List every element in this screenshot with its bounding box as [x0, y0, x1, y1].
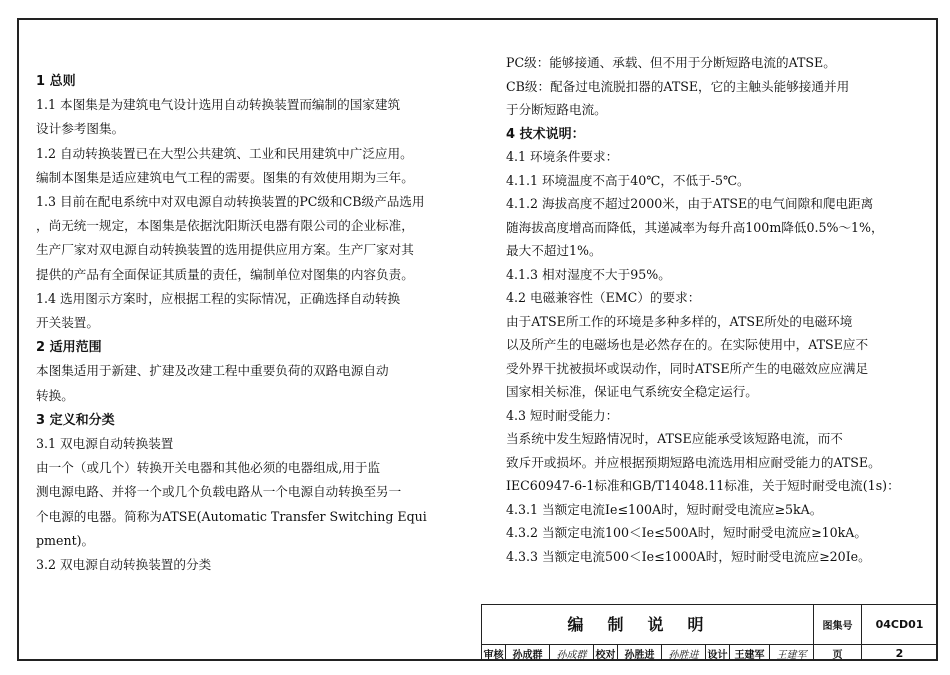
text-line: IEC60947-6-1标准和GB/T14048.11标准，关于短时耐受电流(1s)：	[506, 478, 900, 493]
review-signature: 孙成群	[550, 645, 594, 661]
text-line: ，尚无统一规定，本图集是依据沈阳斯沃电器有限公司的企业标准，	[36, 218, 414, 234]
design-signature: 王建军	[770, 645, 814, 661]
text-line: 测电源电路、并将一个或几个负载电路从一个电源自动转换至另一	[36, 484, 402, 500]
text-line: PC级：能够接通、承载、但不用于分断短路电流的ATSE。	[506, 55, 836, 70]
text-line: 于分断短路电流。	[506, 102, 607, 117]
text-line: 4.1.2 海拔高度不超过2000米，由于ATSE的电气间隙和爬电距离	[506, 196, 874, 211]
text-line: 由于ATSE所工作的环境是多种多样的，ATSE所处的电磁环境	[506, 313, 853, 329]
text-line: pment)。	[36, 532, 95, 548]
text-line: 个电源的电器。简称为ATSE(Automatic Transfer Switching Equi	[36, 508, 427, 524]
text-line: 4.3 短时耐受能力：	[506, 407, 619, 423]
check-name: 孙胜进	[618, 645, 662, 661]
text-line: 生产厂家对双电源自动转换装置的选用提供应用方案。生产厂家对其	[36, 242, 414, 258]
text-line: 4.2 电磁兼容性（EMC）的要求：	[506, 290, 701, 305]
section-heading: 3 定义和分类	[36, 412, 115, 428]
section-heading: 1 总则	[36, 74, 76, 89]
section-heading: 2 适用范围	[36, 340, 102, 356]
page-label: 页	[814, 645, 862, 661]
text-line: 当系统中发生短路情况时，ATSE应能承受该短路电流，而不	[506, 431, 843, 446]
text-line: 最大不超过1%。	[506, 243, 602, 258]
design-name: 王建军	[730, 645, 770, 661]
drawing-title: 编制说明	[482, 605, 814, 645]
text-line: 4.3.2 当额定电流100＜Ie≤500A时，短时耐受电流应≥10kA。	[506, 525, 868, 540]
text-line: 4.1.1 环境温度不高于40℃，不低于-5℃。	[506, 172, 750, 188]
check-label: 校对	[594, 645, 618, 661]
text-line: 3.1 双电源自动转换装置	[36, 436, 174, 451]
text-line: 1.2 自动转换装置已在大型公共建筑、工业和民用建筑中广泛应用。	[36, 145, 413, 161]
text-line: 4.1.3 相对湿度不大于95%。	[506, 266, 671, 282]
text-line: 1.4 选用图示方案时，应根据工程的实际情况，正确选择自动转换	[36, 290, 401, 306]
text-line: 转换。	[36, 387, 74, 403]
text-line: CB级：配备过电流脱扣器的ATSE，它的主触头能够接通并用	[506, 78, 850, 94]
title-block	[481, 604, 938, 661]
text-line: 国家相关标准，保证电气系统安全稳定运行。	[506, 384, 758, 399]
page-number: 2	[895, 646, 904, 660]
text-line: 随海拔高度增高而降低，其递减率为每升高100m降低0.5%～1%，	[506, 219, 884, 235]
text-line: 4.3.1 当额定电流Ie≤100A时，短时耐受电流应≥5kA。	[506, 501, 823, 517]
text-line: 以及所产生的电磁场也是必然存在的。在实际使用中，ATSE应不	[506, 337, 869, 352]
text-line: 编制本图集是适应建筑电气工程的需要。图集的有效使用期为三年。	[36, 169, 414, 185]
design-label: 设计	[706, 645, 730, 661]
text-line: 1.1 本图集是为建筑电气设计选用自动转换装置而编制的国家建筑	[36, 97, 401, 113]
section-heading: 4 技术说明：	[506, 126, 585, 142]
text-line: 开关装置。	[36, 315, 99, 330]
text-line: 本图集适用于新建、扩建及改建工程中重要负荷的双路电源自动	[36, 363, 389, 379]
review-name: 孙成群	[506, 645, 550, 661]
atlas-no: 04CD01	[862, 605, 937, 645]
check-signature: 孙胜进	[662, 645, 706, 661]
text-line: 受外界干扰被损坏或误动作，同时ATSE所产生的电磁效应应满足	[506, 360, 869, 376]
text-line: 3.2 双电源自动转换装置的分类	[36, 557, 212, 572]
text-line: 设计参考图集。	[36, 121, 125, 137]
atlas-no-label: 图集号	[814, 605, 862, 645]
text-line: 4.1 环境条件要求：	[506, 149, 619, 164]
text-line: 致斥开或损坏。并应根据预期短路电流选用相应耐受能力的ATSE。	[506, 454, 881, 470]
text-line: 提供的产品有全面保证其质量的责任，编制单位对图集的内容负责。	[36, 266, 414, 282]
text-line: 由一个（或几个）转换开关电器和其他必须的电器组成,用于监	[36, 460, 381, 476]
text-line: 4.3.3 当额定电流500＜Ie≤1000A时，短时耐受电流应≥20Ie。	[506, 548, 871, 564]
text-line: 1.3 目前在配电系统中对双电源自动转换装置的PC级和CB级产品选用	[36, 194, 425, 209]
review-label: 审核	[482, 645, 506, 661]
